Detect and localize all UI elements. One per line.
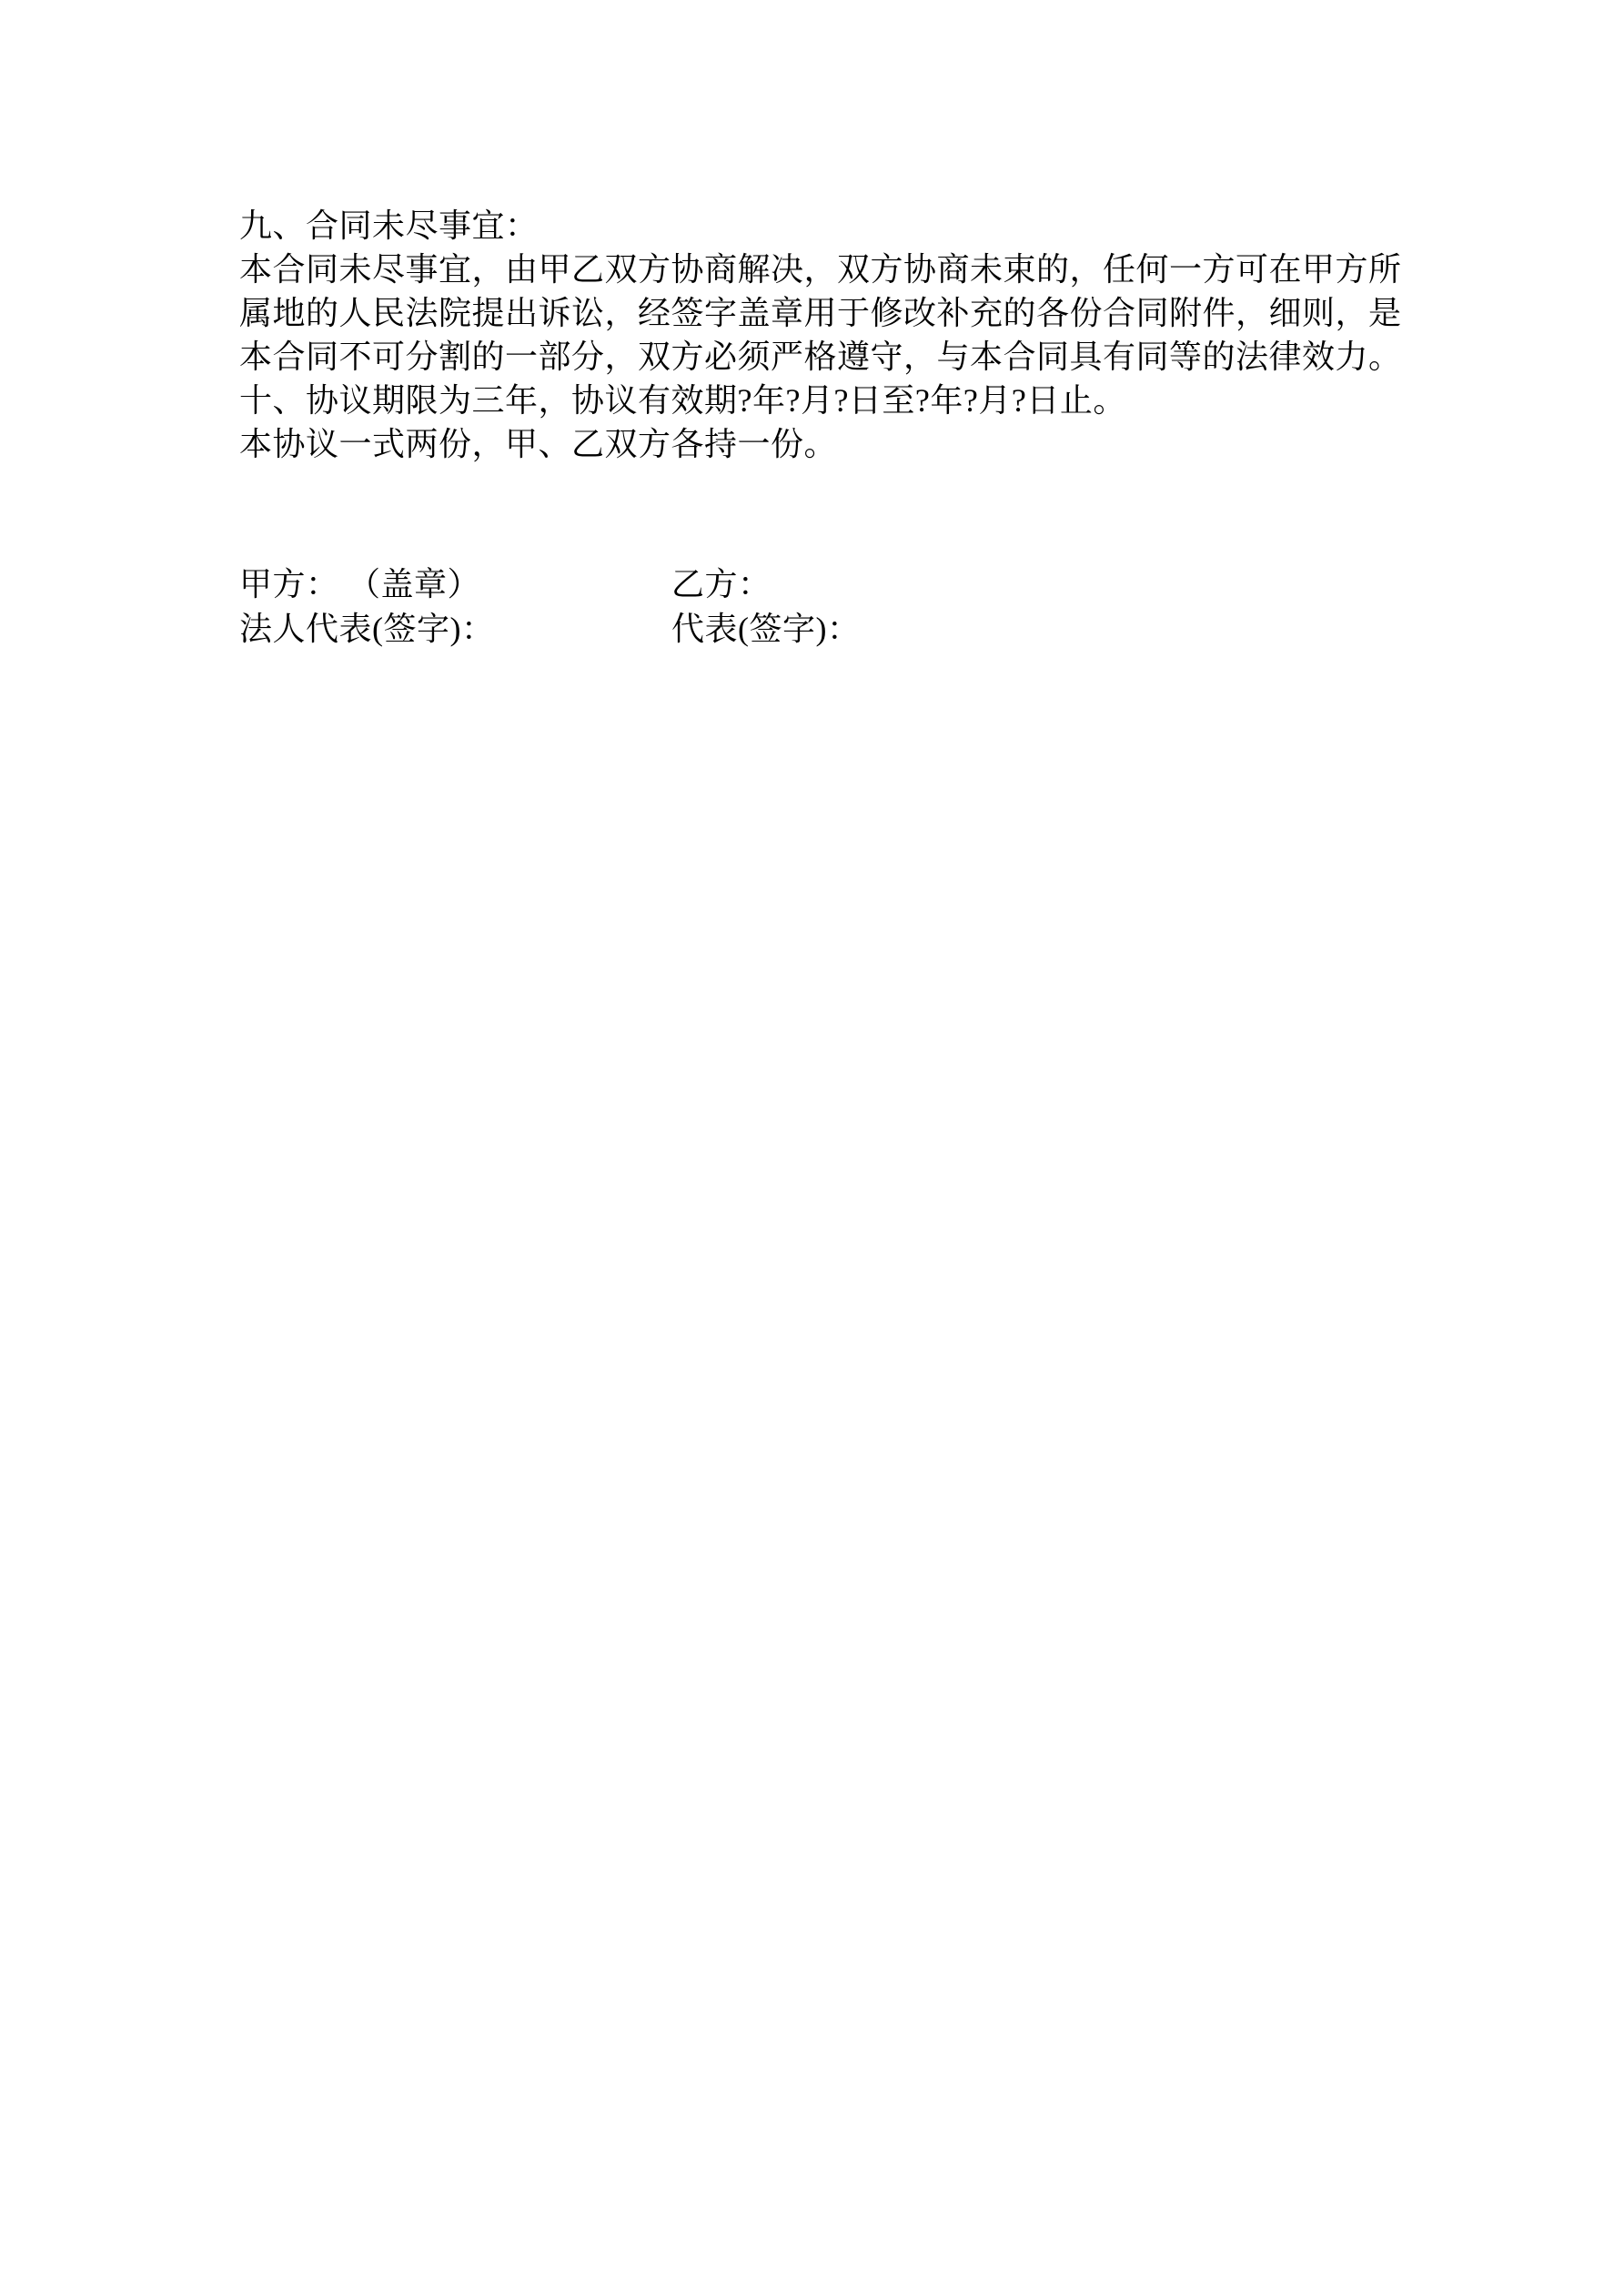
party-b-label: 乙方： bbox=[671, 566, 772, 602]
signature-row-parties bbox=[239, 562, 1387, 607]
clause-9-body-line-2: 属地的人民法院提出诉讼，经签字盖章用于修改补充的各份合同附件，细则，是 bbox=[239, 295, 1402, 331]
clause-10-term-line: 十、协议期限为三年，协议有效期?年?月?日至?年?月?日止。 bbox=[239, 382, 1126, 419]
copies-line: 本协议一式两份，甲、乙双方各持一份。 bbox=[239, 426, 838, 462]
clause-9-body-line-3: 本合同不可分割的一部分，双方必须严格遵守，与本合同具有同等的法律效力。 bbox=[239, 339, 1402, 375]
party-a-seal-label: 甲方： （盖章） bbox=[239, 566, 481, 602]
clause-9-body-line-1: 本合同未尽事宜，由甲乙双方协商解决，双方协商未束的，任何一方可在甲方所 bbox=[239, 251, 1402, 288]
contract-text-block bbox=[239, 204, 1402, 652]
party-a-representative-sign-label: 法人代表(签字)： bbox=[239, 611, 495, 647]
blank-gap bbox=[239, 466, 1387, 562]
clause-9-heading: 九、合同未尽事宜： bbox=[239, 207, 539, 244]
signature-row-representatives bbox=[239, 607, 1387, 652]
party-b-representative-sign-label: 代表(签字)： bbox=[671, 611, 861, 647]
